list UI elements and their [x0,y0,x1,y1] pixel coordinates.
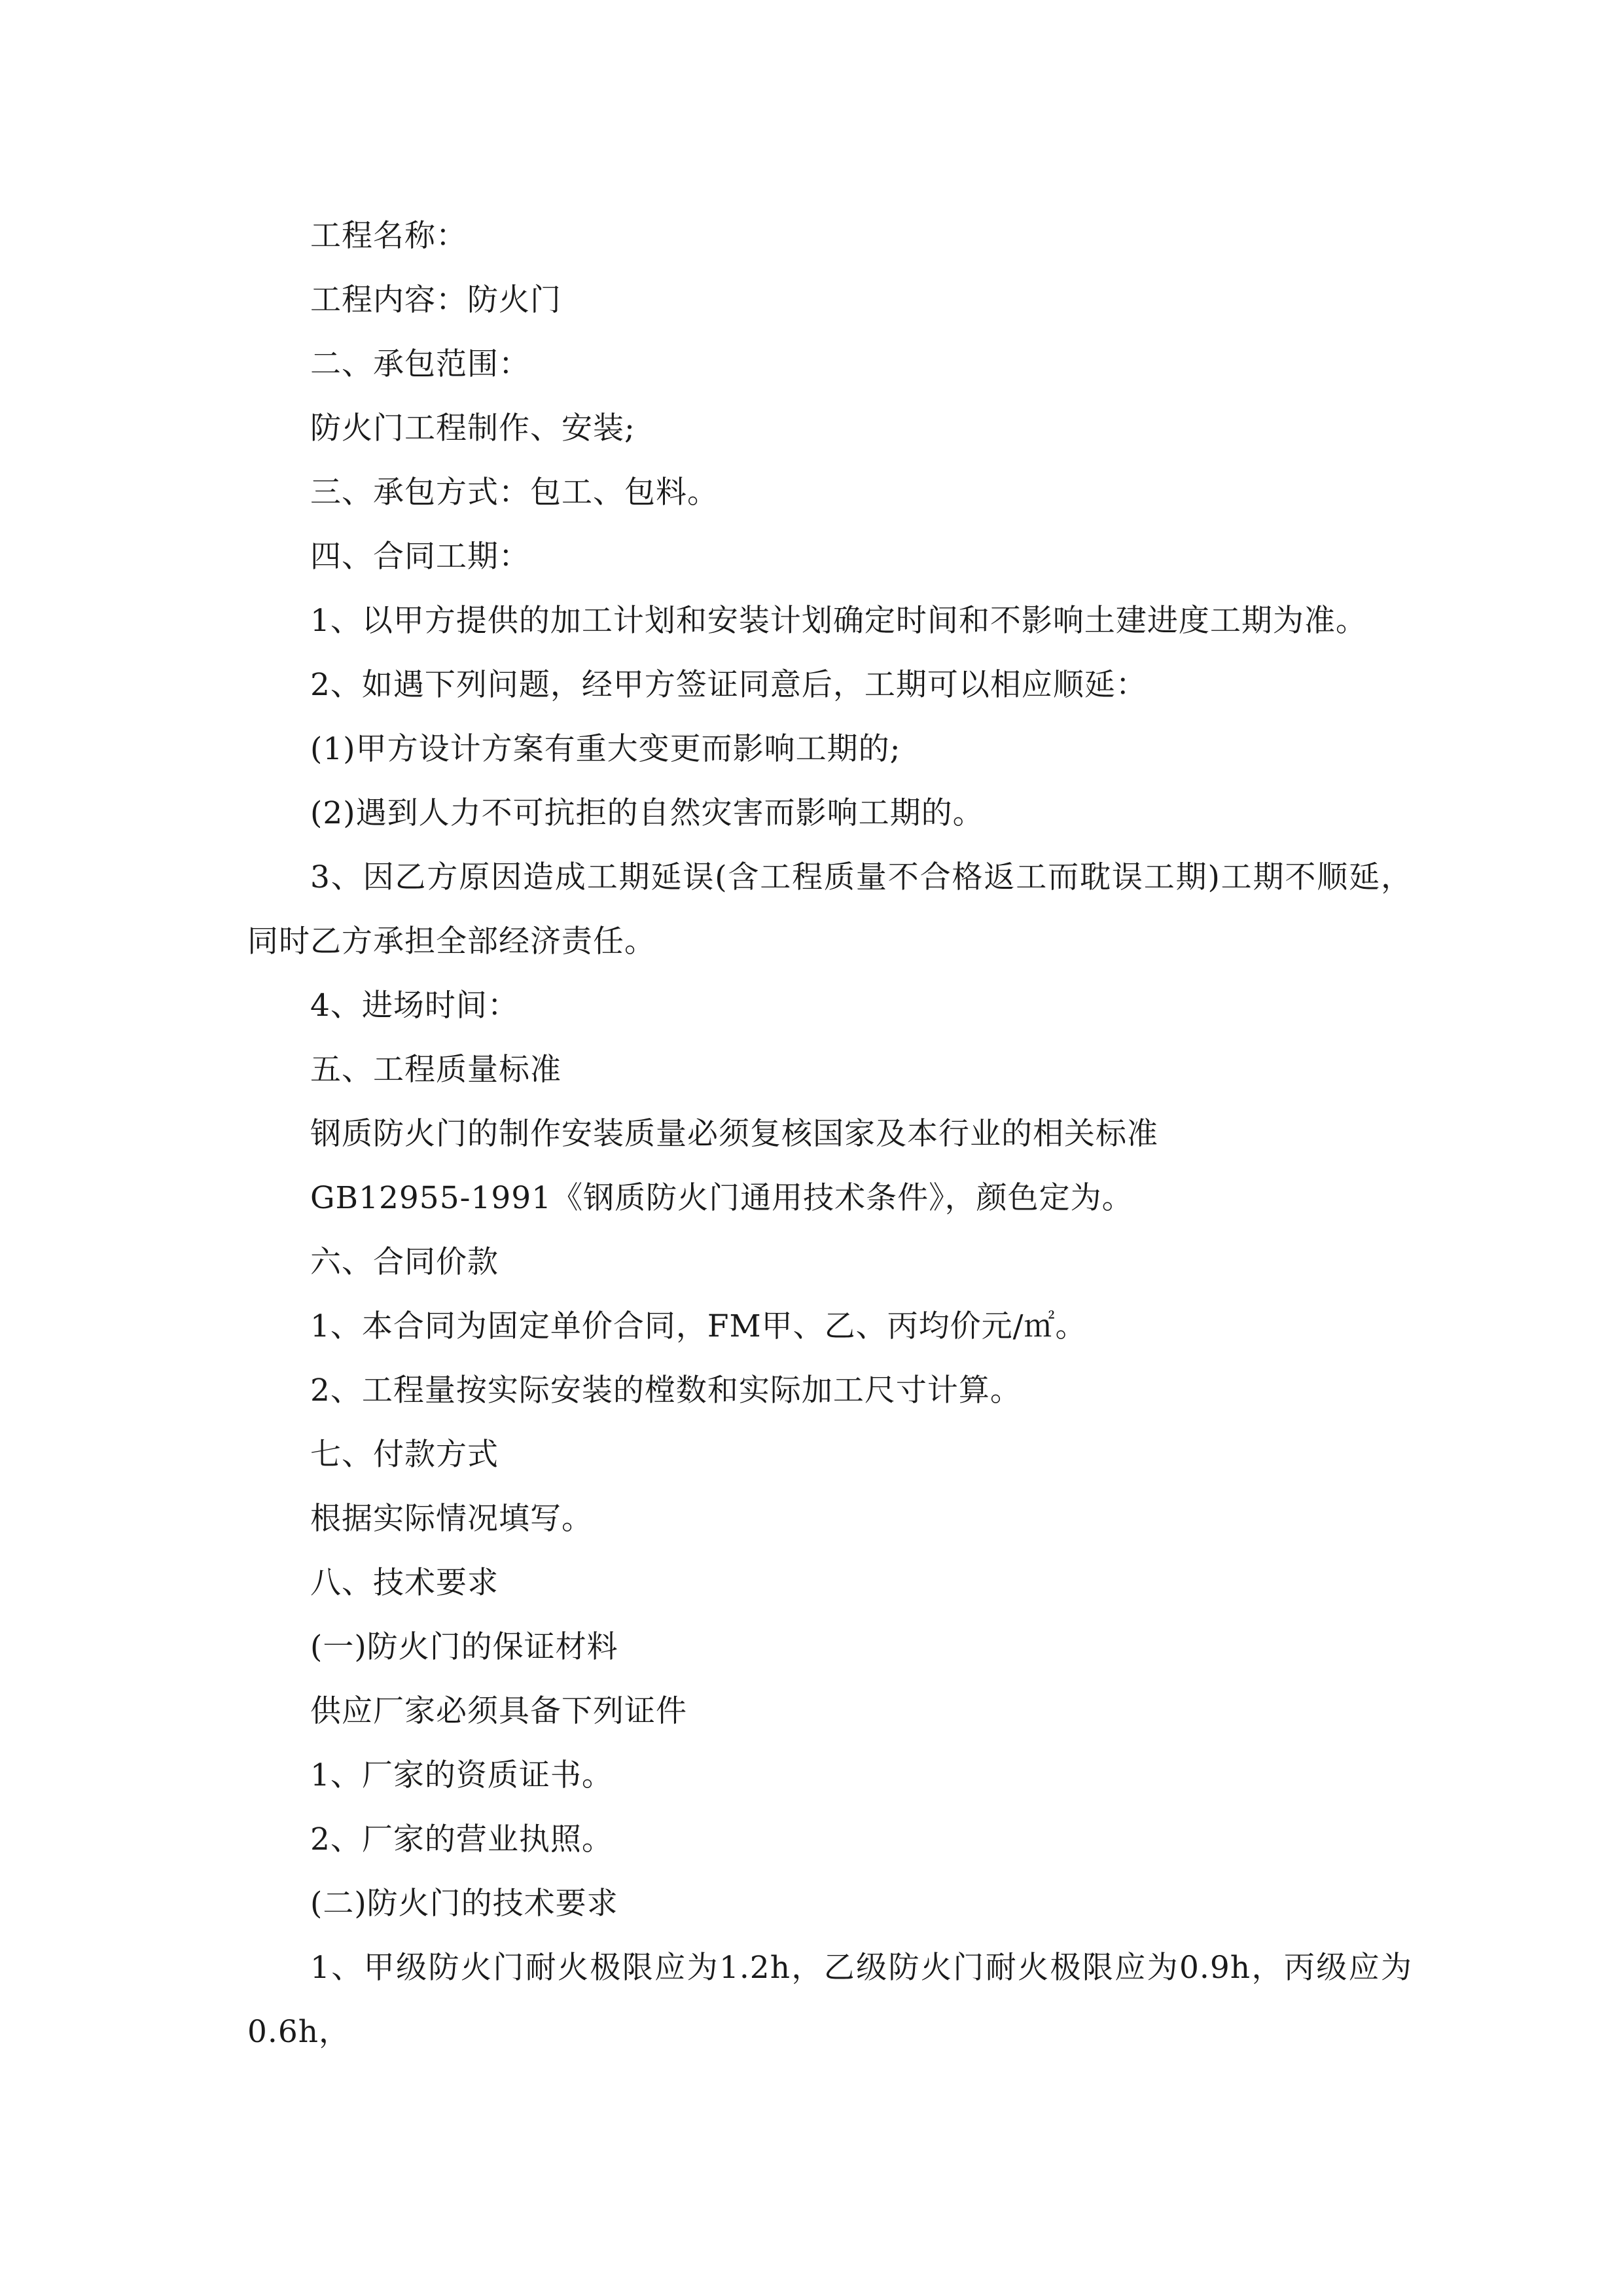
section-heading-tech: 八、技术要求 [310,1565,499,1601]
quality-text: 钢质防火门的制作安装质量必须复核国家及本行业的相关标准 [310,1116,1158,1152]
materials-item-1: 1、厂家的资质证书。 [310,1757,613,1793]
section-heading-quality: 五、工程质量标准 [310,1052,562,1088]
period-item-1: 1、以甲方提供的加工计划和安装计划确定时间和不影响土建进度工期为准。 [310,603,1367,639]
requirements-item-1: 1、甲级防火门耐火极限应为1.2h，乙级防火门耐火极限应为0.9h，丙级应为0.6h， [247,1950,1412,2050]
materials-item-2: 2、厂家的营业执照。 [310,1821,613,1857]
materials-text: 供应厂家必须具备下列证件 [310,1693,687,1729]
tech-subheading-materials: (一)防火门的保证材料 [310,1629,618,1665]
period-item-2: 2、如遇下列问题，经甲方签证同意后，工期可以相应顺延： [310,667,1147,703]
quality-standard-line: GB12955-1991《钢质防火门通用技术条件》，颜色定为。 [310,1180,1133,1216]
document-body [247,204,1412,2064]
section-heading-price: 六、合同价款 [310,1244,499,1280]
period-subitem-2: (2)遇到人力不可抗拒的自然灾害而影响工期的。 [310,795,984,831]
entry-time-line: 4、进场时间： [310,988,519,1024]
section-heading-payment: 七、付款方式 [310,1437,499,1473]
section-heading-contract-period: 四、合同工期： [310,539,530,575]
project-name-line: 工程名称： [310,218,467,254]
payment-text: 根据实际情况填写。 [310,1501,593,1537]
scope-text: 防火门工程制作、安装; [310,410,635,446]
tech-subheading-requirements: (二)防火门的技术要求 [310,1886,618,1922]
section-heading-scope: 二、承包范围： [310,346,530,382]
price-item-2: 2、工程量按实际安装的樘数和实际加工尺寸计算。 [310,1372,1022,1408]
period-item-3: 3、因乙方原因造成工期延误(含工程质量不合格返工而耽误工期)工期不顺延，同时乙方承担全部经济责任。 [247,859,1412,960]
section-heading-contract-method: 三、承包方式：包工、包料。 [310,475,719,511]
project-content-line: 工程内容：防火门 [310,282,562,318]
price-item-1: 1、本合同为固定单价合同，FM甲、乙、丙均价元/㎡。 [310,1308,1087,1344]
period-subitem-1: (1)甲方设计方案有重大变更而影响工期的; [310,731,901,767]
